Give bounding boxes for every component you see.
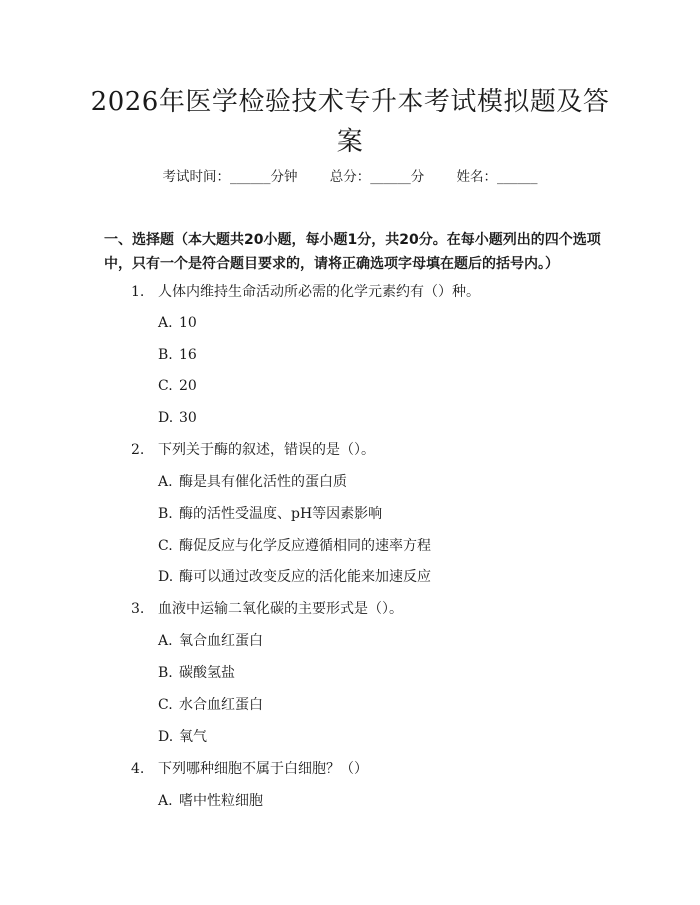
question [131, 759, 368, 779]
option [158, 727, 207, 747]
exam-time-field: 考试时间：______分钟 [162, 169, 298, 185]
option-text: 酶是具有催化活性的蛋白质 [179, 474, 347, 490]
option-text: 嗜中性粒细胞 [179, 793, 263, 809]
option-text: 酶可以通过改变反应的活化能来加速反应 [179, 569, 431, 585]
page-title: 2026年医学检验技术专升本考试模拟题及答案 [90, 87, 610, 157]
question-text: 下列关于酶的叙述，错误的是（）。 [158, 442, 375, 458]
question [131, 282, 480, 302]
option [158, 472, 347, 492]
question-text: 下列哪种细胞不属于白细胞？（） [158, 761, 368, 777]
option [158, 663, 235, 683]
option-text: 20 [179, 378, 197, 394]
option-text: 30 [179, 410, 197, 426]
option [158, 695, 263, 715]
option [158, 567, 431, 587]
option-text: 氧合血红蛋白 [179, 633, 263, 649]
question-text: 人体内维持生命活动所必需的化学元素约有（）种。 [158, 284, 480, 300]
question-number: 4. [131, 761, 145, 777]
option-letter: A. [158, 315, 173, 331]
option-letter: B. [158, 506, 173, 522]
option-text: 酶促反应与化学反应遵循相同的速率方程 [179, 538, 431, 554]
question-number: 3. [131, 601, 145, 617]
option-letter: A. [158, 793, 173, 809]
option [158, 536, 431, 556]
question-number: 2. [131, 442, 145, 458]
option-letter: C. [158, 538, 173, 554]
section-heading: 一、选择题（本大题共20小题，每小题1分，共20分。在每小题列出的四个选项中，只有一个是符合题目要求的，请将正确选项字母填在题后的括号内。） [104, 232, 601, 272]
name-field: 姓名：______ [456, 169, 538, 185]
option-letter: C. [158, 697, 173, 713]
option [158, 313, 197, 333]
option-text: 碳酸氢盐 [179, 665, 235, 681]
question-number: 1. [131, 284, 145, 300]
option-letter: D. [158, 410, 174, 426]
option-text: 氧气 [179, 729, 207, 745]
option-text: 10 [179, 315, 197, 331]
option-text: 酶的活性受温度、pH等因素影响 [179, 506, 383, 522]
option [158, 345, 197, 365]
option-letter: D. [158, 729, 174, 745]
option-letter: B. [158, 347, 173, 363]
exam-meta [0, 166, 700, 188]
option-letter: A. [158, 633, 173, 649]
question [131, 440, 375, 460]
option [158, 504, 382, 524]
option-text: 16 [179, 347, 197, 363]
total-score-field: 总分：______分 [329, 169, 425, 185]
option [158, 631, 263, 651]
option [158, 376, 197, 396]
question-text: 血液中运输二氧化碳的主要形式是（）。 [158, 601, 403, 617]
option [158, 791, 263, 811]
question [131, 599, 403, 619]
option-letter: C. [158, 378, 173, 394]
option [158, 408, 197, 428]
option-letter: B. [158, 665, 173, 681]
option-text: 水合血红蛋白 [179, 697, 263, 713]
option-letter: D. [158, 569, 174, 585]
option-letter: A. [158, 474, 173, 490]
